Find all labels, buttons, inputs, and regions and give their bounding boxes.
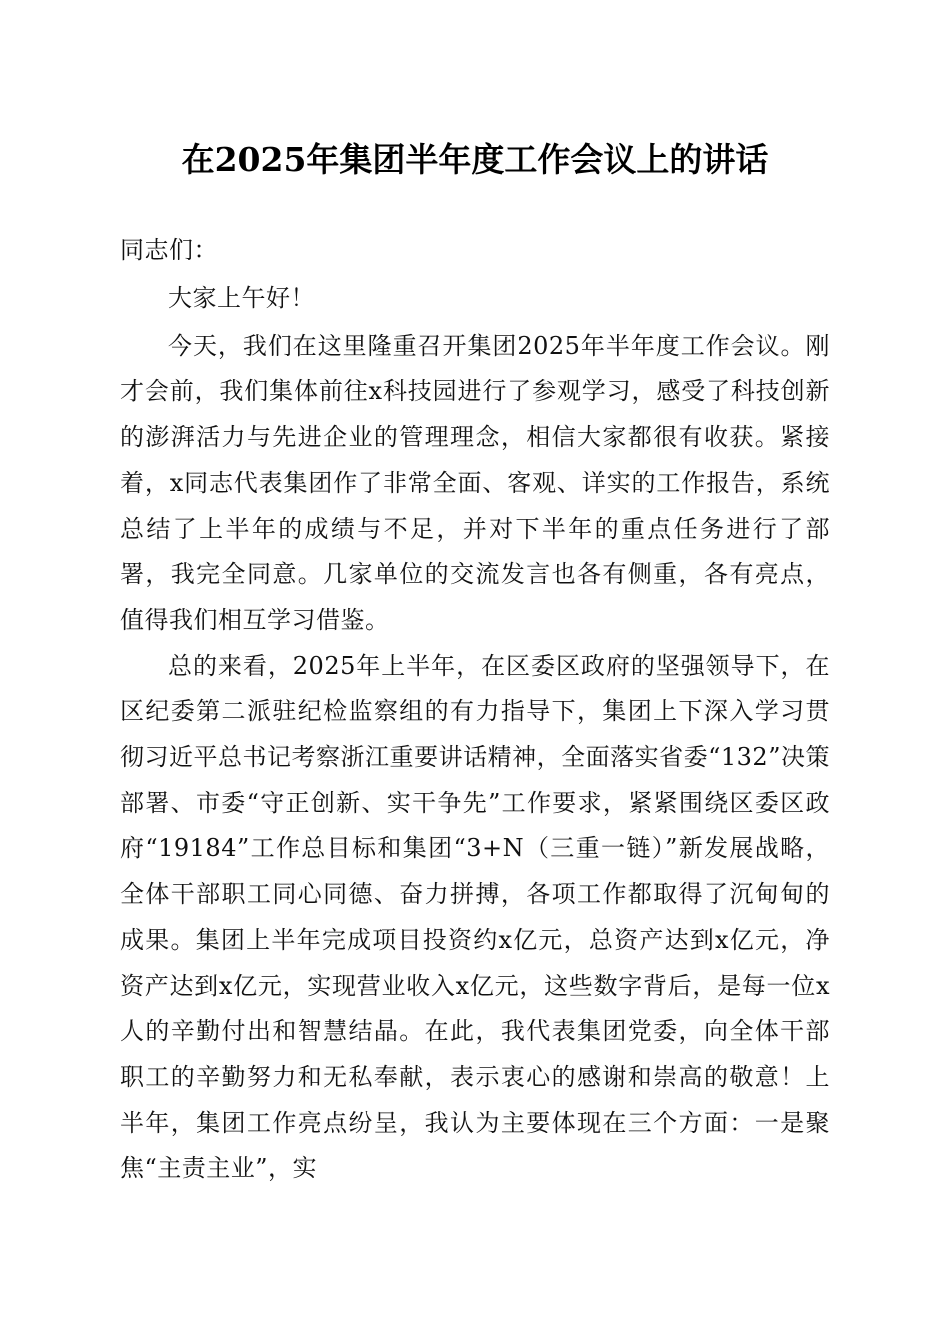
paragraph-summary: 总的来看，2025年上半年，在区委区政府的坚强领导下，在区纪委第二派驻纪检监察组的有力指导下，集团上下深入学习贯彻习近平总书记考察浙江重要讲话精神，全面落实省委“132”决策部署、市委“守正创新、实干争先”工作要求，紧紧围绕区委区政府“19184”工作总目标和集团“3+N（三重一链）”新发展战略，全体干部职工同心同德、奋力拼搏，各项工作都取得了沉甸甸的成果。集团上半年完成项目投资约x亿元，总资产达到x亿元，净资产达到x亿元，实现营业收入x亿元，这些数字背后，是每一位x人的辛勤付出和智慧结晶。在此，我代表集团党委，向全体干部职工的辛勤努力和无私奉献，表示衷心的感谢和崇高的敬意！上半年，集团工作亮点纷呈，我认为主要体现在三个方面：一是聚焦“主责主业”，实 <box>120 651 830 1183</box>
salutation: 同志们： <box>120 236 218 264</box>
paragraph-opening: 今天，我们在这里隆重召开集团2025年半年度工作会议。刚才会前，我们集体前往x科技园进行了参观学习，感受了科技创新的澎湃活力与先进企业的管理理念，相信大家都很有收获。紧接着，x同志代表集团作了非常全面、客观、详实的工作报告，系统总结了上半年的成绩与不足，并对下半年的重点任务进行了部署，我完全同意。几家单位的交流发言也各有侧重，各有亮点，值得我们相互学习借鉴。 <box>120 331 830 634</box>
document-title: 在2025年集团半年度工作会议上的讲话 <box>181 140 769 179</box>
paragraph-greeting: 大家上午好！ <box>168 284 315 312</box>
document-body <box>120 230 830 1192</box>
